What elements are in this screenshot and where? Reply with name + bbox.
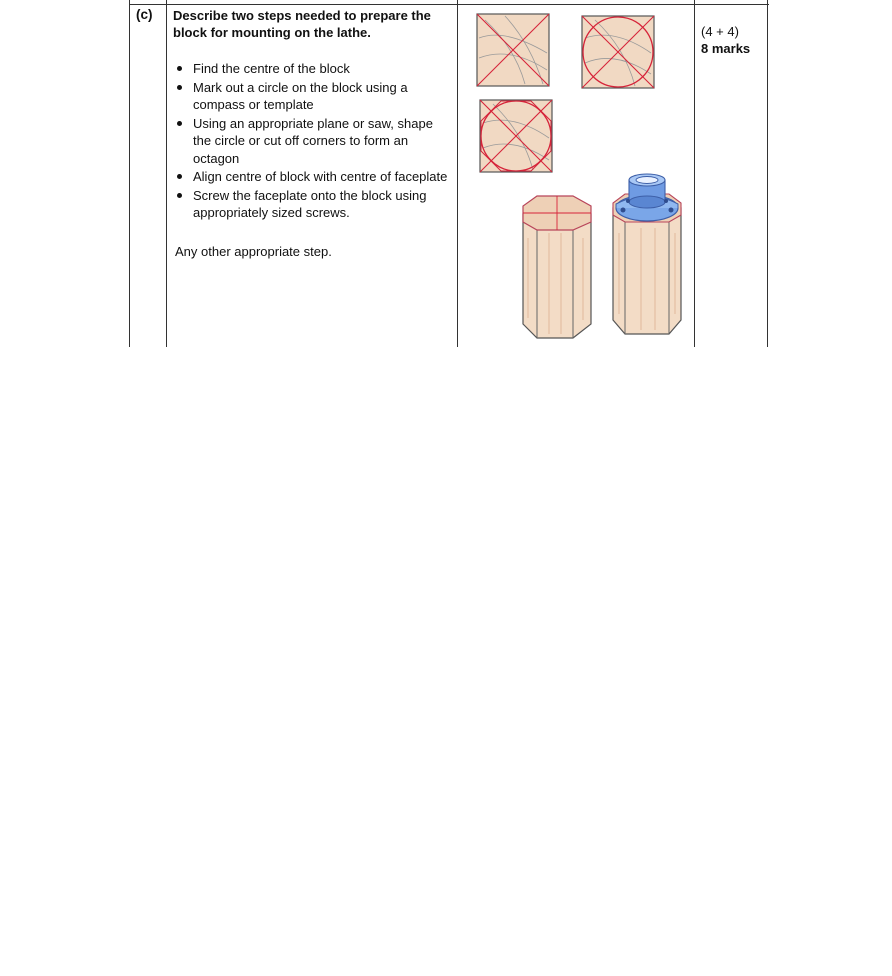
- table-divider-answer: [457, 0, 458, 347]
- block-with-faceplate: [613, 174, 681, 334]
- marks-breakdown: (4 + 4): [701, 24, 739, 39]
- answer-list: [173, 60, 453, 223]
- part-label: (c): [136, 7, 153, 22]
- answer-item: Align centre of block with centre of faceplate: [173, 168, 453, 186]
- table-border-left: [129, 0, 130, 347]
- table-divider-part: [166, 0, 167, 347]
- table-border-top: [129, 4, 769, 5]
- octagonal-block: [523, 196, 591, 338]
- answer-item: Find the centre of the block: [173, 60, 453, 78]
- block-preparation-illustration: [465, 8, 690, 343]
- other-step-note: Any other appropriate step.: [175, 244, 332, 259]
- square-block-octagon: [480, 100, 552, 172]
- square-block-circle: [582, 16, 654, 88]
- table-divider-illustration: [694, 0, 695, 347]
- square-block-diagonals: [477, 14, 549, 86]
- table-border-right: [767, 0, 768, 347]
- answer-item: Screw the faceplate onto the block using appropriately sized screws.: [173, 187, 453, 222]
- question-text: Describe two steps needed to prepare the block for mounting on the lathe.: [173, 8, 431, 40]
- answer-item: Using an appropriate plane or saw, shape the circle or cut off corners to form an octagon: [173, 115, 453, 168]
- marks-total: 8 marks: [701, 41, 751, 56]
- answer-item: Mark out a circle on the block using a compass or template: [173, 79, 453, 114]
